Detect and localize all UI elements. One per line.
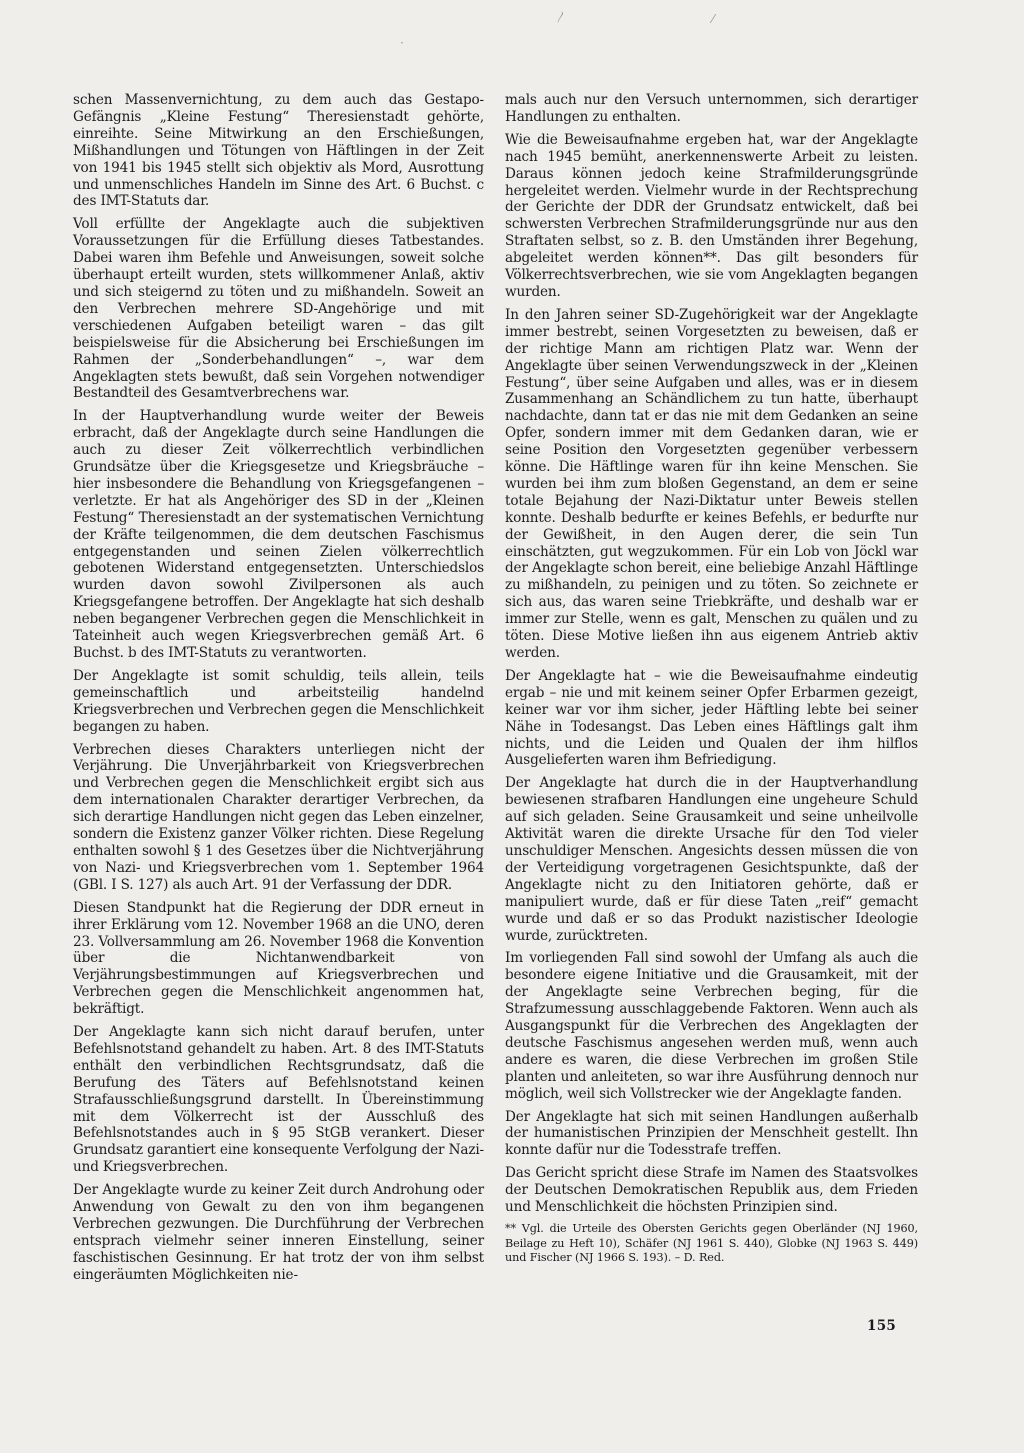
paragraph: Voll erfüllte der Angeklagte auch die subjektiven Voraussetzungen für die Erfüllung dieses Tatbestandes. Dabei waren ihm Befehle und Anweisungen, soweit solche überhaupt erteilt wurden, stets willkommener Anlaß, aktiv und sich steigernd zu töten und zu mißhandeln. Soweit an den Verbrechen mehrere SD-Angehörige und mit verschiedenen Aufgaben beteiligt waren – das gilt beispielsweise für die Absicherung bei Erschießungen im Rahmen der „Sonderbehandlungen“ –, war dem Angeklagten stets bewußt, daß sein Vorgehen notwendiger Bestandteil des Gesamtverbrechens war. xyxy=(73,216,484,402)
paragraph: Verbrechen dieses Charakters unterliegen nicht der Verjährung. Die Unverjährbarkeit von Kriegsverbrechen und Verbrechen gegen die Menschlichkeit ergibt sich aus dem internationalen Charakter derartiger Verbrechen, da sich derartige Handlungen nicht gegen das Leben einzelner, sondern die Existenz ganzer Völker richten. Diese Regelung enthalten sowohl § 1 des Gesetzes über die Nichtverjährung von Nazi- und Kriegsverbrechen vom 1. September 1964 (GBl. I S. 127) als auch Art. 91 der Verfassung der DDR. xyxy=(73,741,484,893)
paragraph: Diesen Standpunkt hat die Regierung der DDR erneut in ihrer Erklärung vom 12. November 1968 an die UNO, deren 23. Vollversammlung am 26. November 1968 die Konvention über die Nichtanwendbarkeit von Verjährungsbestimmungen auf Kriegsverbrechen und Verbrechen gegen die Menschlichkeit angenommen hat, bekräftigt. xyxy=(73,899,484,1018)
paragraph: Der Angeklagte hat durch die in der Hauptverhandlung bewiesenen strafbaren Handlungen eine ungeheure Schuld auf sich geladen. Seine Grausamkeit und seine unheilvolle Aktivität waren die direkte Ursache für den Tod vieler unschuldiger Menschen. Angesichts dessen müssen die von der Verteidigung vorgetragenen Gesichtspunkte, daß der Angeklagte nicht zu den Initiatoren gehörte, daß er manipuliert wurde, daß er für diese Taten „reif“ gemacht wurde und daß er so das Produkt nazistischer Ideologie wurde, zurücktreten. xyxy=(505,775,918,944)
paragraph: In der Hauptverhandlung wurde weiter der Beweis erbracht, daß der Angeklagte durch seine Handlungen die auch zu dieser Zeit völkerrechtlich verbindlichen Grundsätze über die Kriegsgesetze und Kriegsbräuche – hier insbesondere die Behandlung von Kriegsgefangenen – verletzte. Er hat als Angehöriger des SD in der „Kleinen Festung“ Theresienstadt an der systematischen Vernichtung der Kräfte teilgenommen, die dem deutschen Faschismus entgegenstanden und seinen Zielen völkerrechtlich gebotenen Widerstand entgegensetzten. Unterschiedslos wurden davon sowohl Zivilpersonen als auch Kriegsgefangene betroffen. Der Angeklagte hat sich deshalb neben begangener Verbrechen gegen die Menschlichkeit in Tateinheit auch wegen Kriegsverbrechen gemäß Art. 6 Buchst. b des IMT-Statuts zu verantworten. xyxy=(73,408,484,661)
right-column xyxy=(505,92,918,1272)
paragraph: In den Jahren seiner SD-Zugehörigkeit war der Angeklagte immer bestrebt, seinen Vorgesetzten zu beweisen, daß er der richtige Mann am richtigen Platz war. Wenn der Angeklagte über seinen Verwendungszweck in der „Kleinen Festung“, über seine Aufgaben und alles, was er in diesem Zusammenhang an Schändlichem zu tun hatte, überhaupt nachdachte, dann tat er das nie mit dem Gedanken an seine Opfer, sondern immer mit dem Gedanken daran, wie er seine Position den Vorgesetzten gegenüber verbessern könne. Die Häftlinge waren für ihn keine Menschen. Sie wurden bei ihm zum bloßen Gegenstand, an dem er seine totale Bejahung der Nazi-Diktatur unter Beweis stellen konnte. Deshalb bedurfte er keines Befehls, er bedurfte nur der Gewißheit, in den Augen derer, die sein Tun einschätzten, gut wegzukommen. Für ein Lob von Jöckl war der Angeklagte schon bereit, eine beliebige Anzahl Häftlinge zu mißhandeln, zu peinigen und zu töten. So zeichnete er sich aus, das waren seine Triebkräfte, und deshalb war er immer zur Stelle, wenn es galt, Menschen zu quälen und zu töten. Diese Motive ließen ihn aus eigenem Antrieb aktiv werden. xyxy=(505,306,918,661)
paragraph: mals auch nur den Versuch unternommen, sich derartiger Handlungen zu enthalten. xyxy=(505,92,918,125)
footnote: ** Vgl. die Urteile des Obersten Gerichts gegen Oberländer (NJ 1960, Beilage zu Heft 10), Schäfer (NJ 1961 S. 440), Globke (NJ 1963 S. 449) und Fischer (NJ 1966 S. 193). – D. Red. xyxy=(505,1222,918,1265)
paragraph: Der Angeklagte hat – wie die Beweisaufnahme eindeutig ergab – nie und mit keinem seiner Opfer Erbarmen gezeigt, keiner war vor ihm sicher, jeder Häftling lebte bei seiner Nähe in Todesangst. Das Leben eines Häftlings galt ihm nichts, und die Leiden und Qualen der ihm hilflos Ausgelieferten waren ihm Befriedigung. xyxy=(505,667,918,769)
paragraph: Im vorliegenden Fall sind sowohl der Umfang als auch die besondere eigene Initiative und die Grausamkeit, mit der der Angeklagte seine Verbrechen beging, für die Strafzumessung ausschlaggebende Faktoren. Wenn auch als Ausgangspunkt für die Verbrechen des Angeklagten der deutsche Faschismus angesehen werden muß, wenn auch andere es waren, die diese Verbrechen im großen Stile planten und anleiteten, so war ihre Ausführung dennoch nur möglich, weil sich Vollstrecker wie der Angeklagte fanden. xyxy=(505,950,918,1102)
paragraph: Der Angeklagte ist somit schuldig, teils allein, teils gemeinschaftlich und arbeitsteilig handelnd Kriegsverbrechen und Verbrechen gegen die Menschlichkeit begangen zu haben. xyxy=(73,667,484,735)
paragraph: Der Angeklagte hat sich mit seinen Handlungen außerhalb der humanistischen Prinzipien der Menschheit gestellt. Ihn konnte dafür nur die Todesstrafe treffen. xyxy=(505,1108,918,1159)
paragraph: Der Angeklagte wurde zu keiner Zeit durch Androhung oder Anwendung von Gewalt zu den von ihm begangenen Verbrechen gezwungen. Die Durchführung der Verbrechen entsprach vielmehr seiner inneren Einstellung, seiner faschistischen Gesinnung. Er hat trotz der von ihm selbst eingeräumten Möglichkeiten nie- xyxy=(73,1182,484,1283)
scan-mark: ⁄ xyxy=(712,12,715,26)
paragraph: Der Angeklagte kann sich nicht darauf berufen, unter Befehlsnotstand gehandelt zu haben. Art. 8 des IMT-Statuts enthält den verbindlichen Rechtsgrundsatz, daß die Berufung des Täters auf Befehlsnotstand keinen Strafausschließungsgrund darstellt. In Übereinstimmung mit dem Völkerrecht ist der Ausschluß des Befehlsnotstandes auch in § 95 StGB verankert. Dieser Grundsatz garantiert eine konsequente Verfolgung der Nazi- und Kriegsverbrechen. xyxy=(73,1024,484,1176)
scan-mark: 〳 xyxy=(555,10,568,24)
page-number: 155 xyxy=(867,1318,897,1334)
scan-mark: · xyxy=(400,36,404,50)
paragraph: Das Gericht spricht diese Strafe im Namen des Staatsvolkes der Deutschen Demokratischen Republik aus, dem Frieden und Menschlichkeit die höchsten Prinzipien sind. xyxy=(505,1165,918,1216)
paragraph: schen Massenvernichtung, zu dem auch das Gestapo-Gefängnis „Kleine Festung“ Theresienstadt gehörte, einreihte. Seine Mitwirkung an den Erschießungen, Mißhandlungen und Tötungen von Häftlingen in der Zeit von 1941 bis 1945 stellt sich objektiv als Mord, Ausrottung und unmenschliches Handeln im Sinne des Art. 6 Buchst. c des IMT-Statuts dar. xyxy=(73,92,484,210)
paragraph: Wie die Beweisaufnahme ergeben hat, war der Angeklagte nach 1945 bemüht, anerkennenswerte Arbeit zu leisten. Daraus können jedoch keine Strafmilderungsgründe hergeleitet werden. Vielmehr wurde in der Rechtsprechung der Gerichte der DDR der Grundsatz entwickelt, daß bei schwersten Verbrechen Strafmilderungsgründe nur aus den Straftaten selbst, so z. B. den Umständen ihrer Begehung, abgeleitet werden können**. Das gilt besonders für Völkerrechtsverbrechen, wie sie vom Angeklagten begangen wurden. xyxy=(505,131,918,300)
left-column xyxy=(73,92,484,1290)
